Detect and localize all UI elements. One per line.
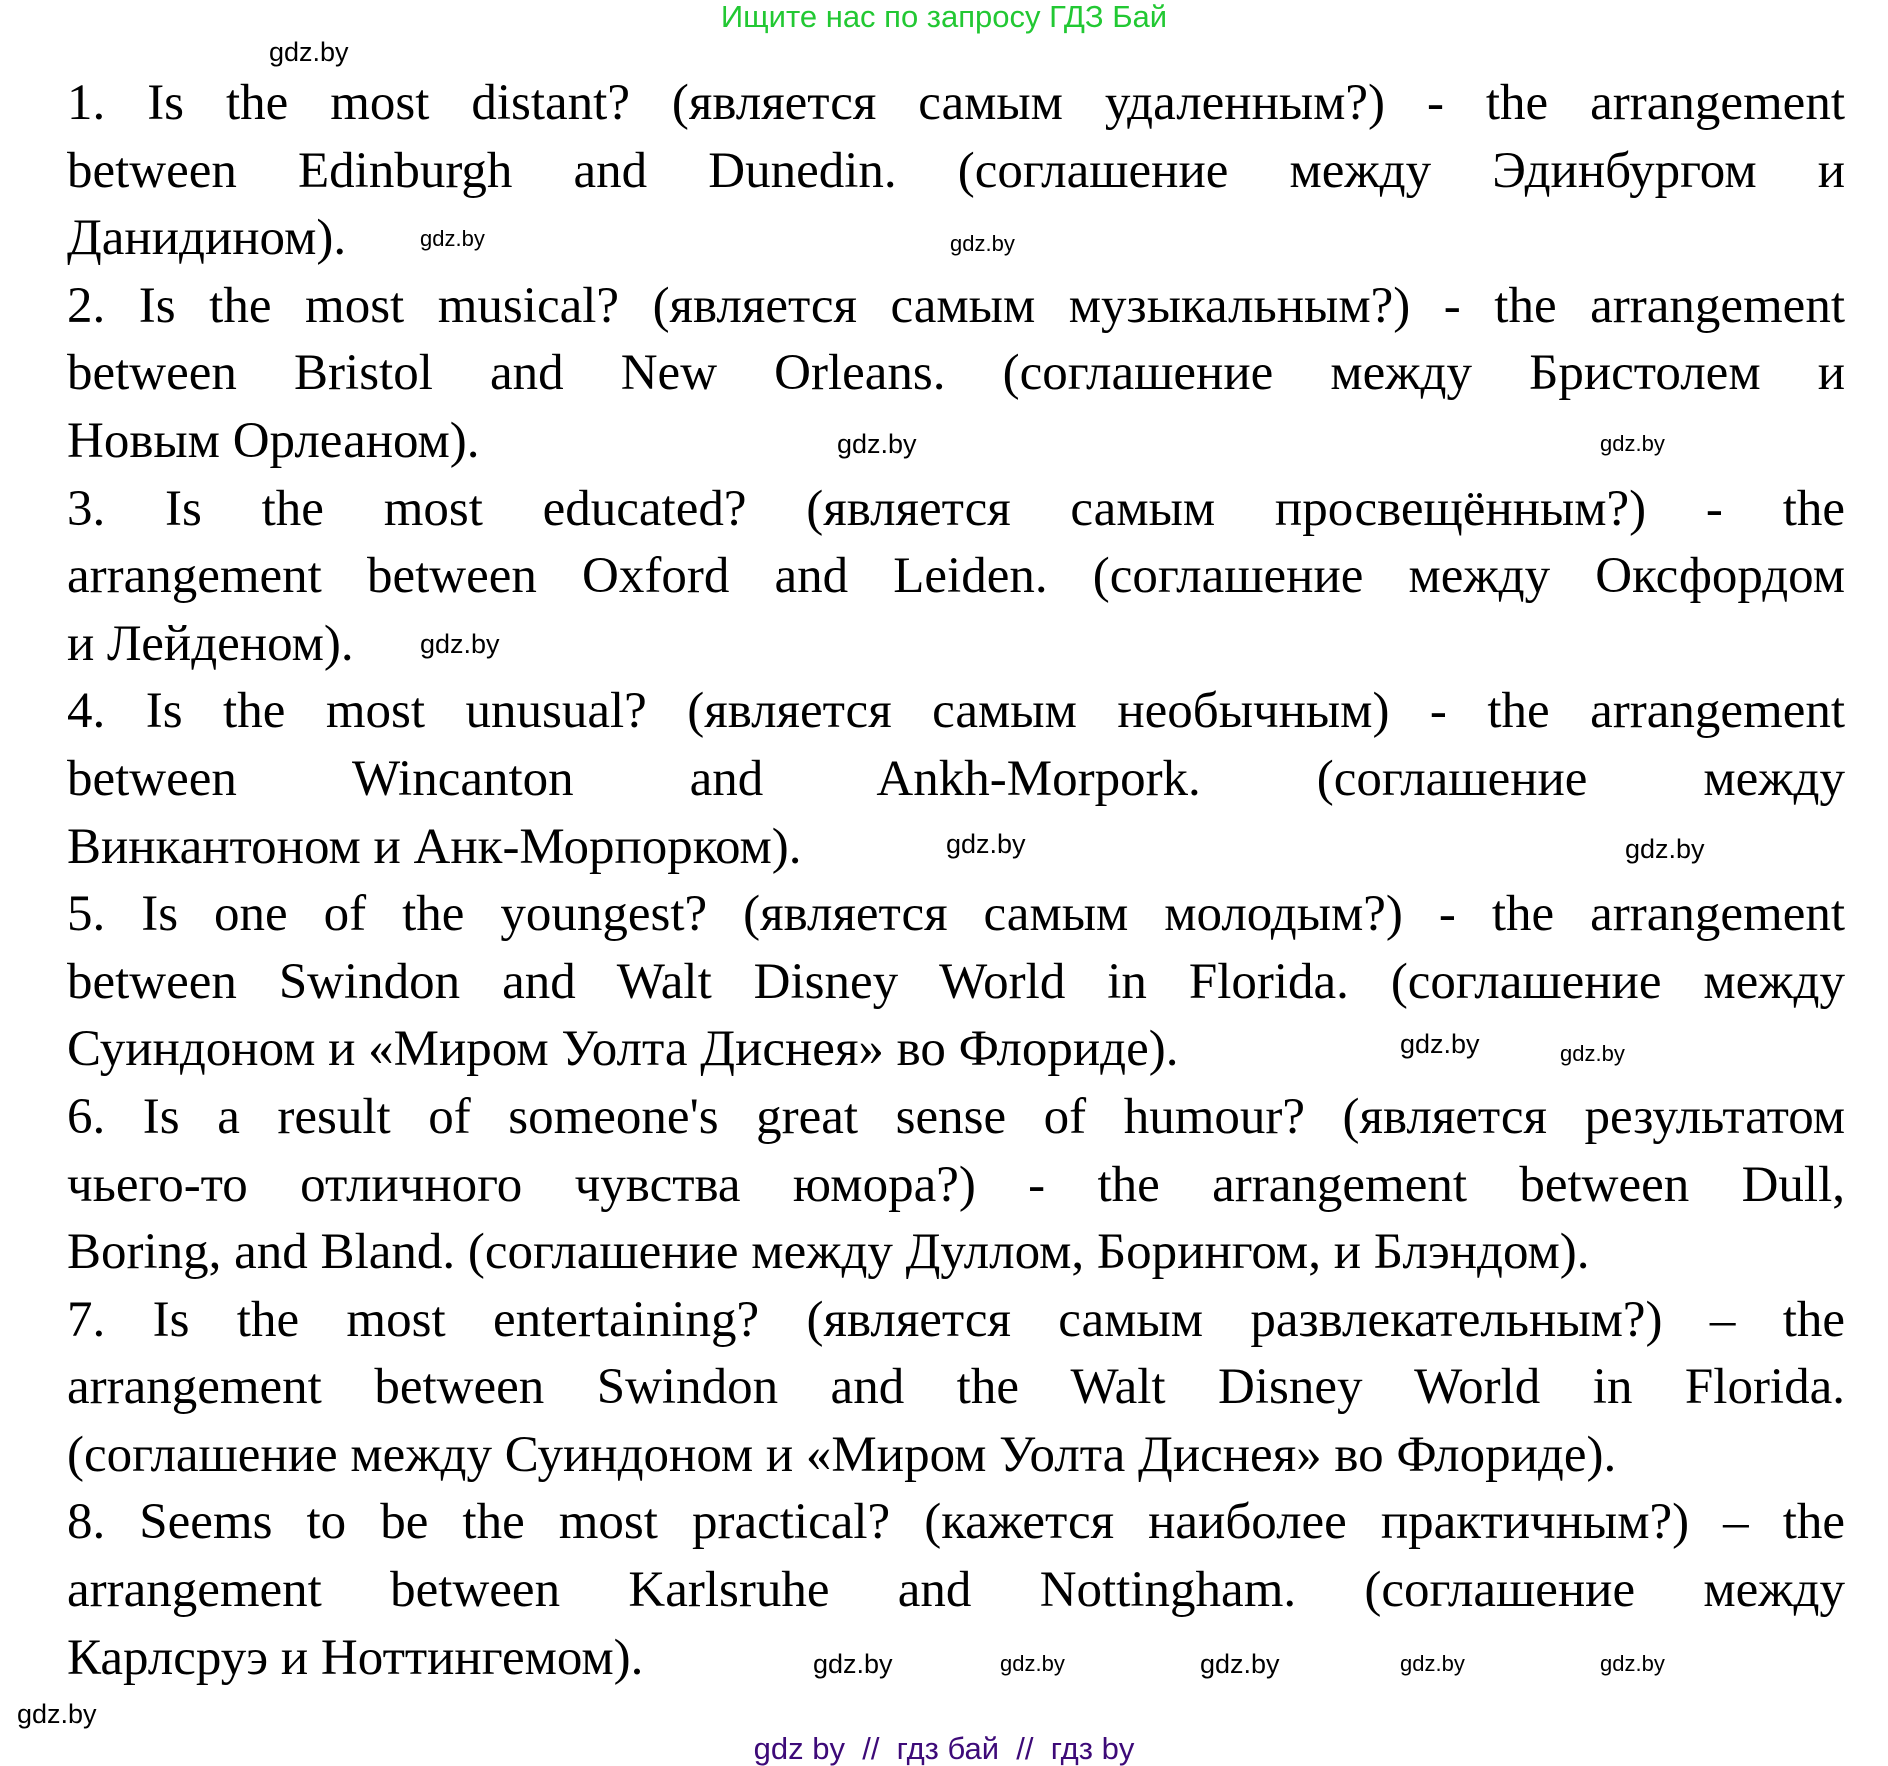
- text-line: Новым Орлеаном).: [67, 412, 480, 469]
- watermark: gdz.by: [1600, 431, 1665, 456]
- text-line: 8. Seems to be the most practical? (кажется наиболее практичным?) – the: [67, 1494, 1845, 1551]
- text-line: Карлсруэ и Ноттингемом).: [67, 1629, 644, 1686]
- answer-item: [67, 1489, 1845, 1692]
- text-line: и Лейденом).: [67, 615, 354, 672]
- answer-item: [67, 273, 1845, 476]
- watermark: gdz.by: [269, 37, 349, 67]
- text-line: (соглашение между Суиндоном и «Миром Уолта Диснея» во Флориде).: [67, 1426, 1617, 1483]
- text-line: between Bristol and New Orleans. (соглашение между Бристолем и: [67, 345, 1845, 402]
- text-line: 4. Is the most unusual? (является самым необычным) - the arrangement: [67, 683, 1845, 740]
- text-line: Суиндоном и «Миром Уолта Диснея» во Флориде).: [67, 1021, 1179, 1078]
- watermark: gdz.by: [1000, 1651, 1065, 1676]
- watermark: gdz.by: [837, 429, 917, 459]
- watermark: gdz.by: [1400, 1651, 1465, 1676]
- text-line: arrangement between Oxford and Leiden. (соглашение между Оксфордом: [67, 548, 1845, 605]
- watermark: gdz.by: [950, 231, 1015, 256]
- watermark: gdz.by: [420, 629, 500, 659]
- watermark: gdz.by: [1625, 834, 1705, 864]
- text-line: Данидином).: [67, 210, 347, 267]
- text-line: 1. Is the most distant? (является самым удаленным?) - the arrangement: [67, 75, 1845, 131]
- text-line: 3. Is the most educated? (является самым просвещённым?) - the: [67, 480, 1845, 537]
- answer-item: [67, 1287, 1845, 1490]
- watermark: gdz.by: [17, 1699, 97, 1729]
- text-line: Boring, and Bland. (соглашение между Дуллом, Борингом, и Блэндом).: [67, 1224, 1590, 1281]
- text-line: 2. Is the most musical? (является самым музыкальным?) - the arrangement: [67, 277, 1845, 334]
- watermark: gdz.by: [946, 829, 1026, 859]
- watermark: gdz.by: [1400, 1029, 1480, 1059]
- text-line: Винкантоном и Анк-Морпорком).: [67, 818, 802, 875]
- watermark: gdz.by: [1200, 1649, 1280, 1679]
- footer-links: gdz by // гдз бай // гдз by: [753, 1731, 1135, 1766]
- watermark: gdz.by: [1600, 1651, 1665, 1676]
- answer-item: [67, 476, 1845, 679]
- text-line: between Wincanton and Ankh-Morpork. (соглашение между: [67, 750, 1845, 807]
- text-line: 6. Is a result of someone's great sense of humour? (является результатом: [67, 1088, 1845, 1145]
- text-line: arrangement between Swindon and the Walt Disney World in Florida.: [67, 1359, 1845, 1416]
- text-line: arrangement between Karlsruhe and Nottingham. (соглашение между: [67, 1562, 1845, 1619]
- answer-item: [67, 1084, 1845, 1287]
- text-line: between Edinburgh and Dunedin. (соглашение между Эдинбургом и: [67, 142, 1845, 199]
- watermark: gdz.by: [813, 1649, 893, 1679]
- text-line: 5. Is one of the youngest? (является самым молодым?) - the arrangement: [67, 886, 1845, 943]
- text-line: 7. Is the most entertaining? (является самым развлекательным?) – the: [67, 1291, 1845, 1348]
- watermark: gdz.by: [420, 226, 485, 251]
- watermark: gdz.by: [1560, 1041, 1625, 1066]
- search-hint-banner: Ищите нас по запросу ГДЗ Бай: [720, 0, 1168, 34]
- text-line: between Swindon and Walt Disney World in Florida. (соглашение между: [67, 953, 1845, 1010]
- text-line: чьего-то отличного чувства юмора?) - the arrangement between Dull,: [67, 1156, 1845, 1213]
- answer-text: [67, 70, 1845, 1692]
